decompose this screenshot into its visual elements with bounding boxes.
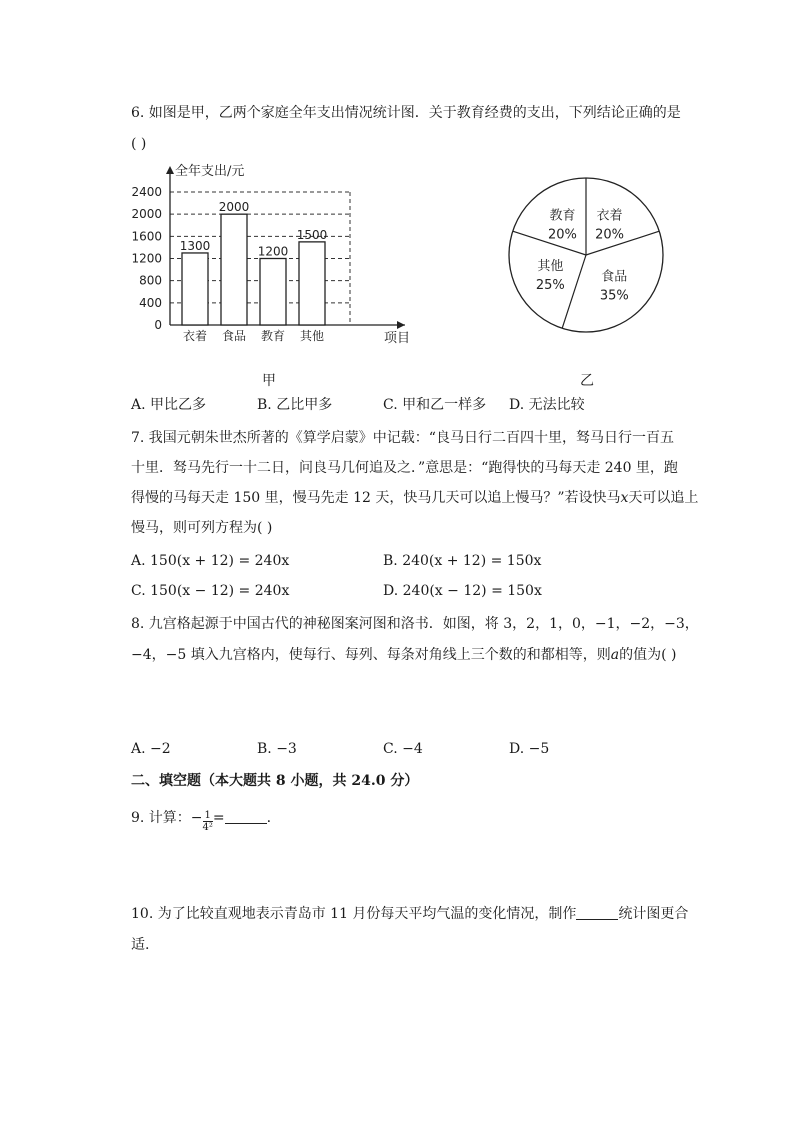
bar-category-label: 衣着: [182, 329, 208, 343]
q6-option-d[interactable]: D. 无法比较: [509, 397, 585, 413]
q7-line2: 十里．驽马先行一十二日，问良马几何追及之．”意思是：“跑得快的马每天走 240 里，跑: [131, 460, 678, 476]
bar-2: [221, 214, 247, 325]
bar-chart-xlabel: 项目: [384, 331, 411, 346]
q6-stem-line1: 6. 如图是甲，乙两个家庭全年支出情况统计图．关于教育经费的支出，下列结论正确的是: [131, 105, 681, 121]
q8-option-d[interactable]: D. −5: [509, 741, 550, 757]
bar-value-label: 2000: [218, 200, 250, 215]
q7-option-a[interactable]: A. 150(x + 12) = 240x: [131, 553, 290, 569]
bar-y-arrow: [166, 166, 174, 174]
bar-category-label: 食品: [221, 329, 247, 343]
bar-x-arrow: [397, 321, 405, 329]
q10-line1: 10. 为了比较直观地表示青岛市 11 月份每天平均气温的变化情况，制作 统计图更合: [131, 906, 689, 922]
pie-slice-label-3: 其他: [537, 259, 564, 275]
q7-line3: 得慢的马每天走 150 里，慢马先走 12 天，快马几天可以追上慢马？”若设快马x天可以追上: [131, 490, 699, 506]
bar-ytick-label: 2400: [131, 185, 162, 199]
bar-category-label: 教育: [260, 329, 286, 343]
chart-label-jia: 甲: [262, 373, 276, 389]
q8-line1: 8. 九宫格起源于中国古代的神秘图案河图和洛书．如图，将 3，2，1，0，−1，−2，−3，: [131, 616, 699, 632]
bar-ytick-label: 800: [139, 273, 162, 288]
q9-fraction: $\frac{1}{\text{4²}}$: [202, 810, 213, 833]
q10-answer-blank[interactable]: [576, 905, 618, 920]
bar-value-label: 1300: [179, 238, 211, 253]
q8-option-a[interactable]: A. −2: [131, 741, 171, 757]
pie-slice-value-4: 20%: [548, 227, 577, 243]
bar-chart-ylabel: 全年支出/元: [175, 164, 245, 179]
q9-line: 9. 计算：− $\frac{1}{\text{4²}}$ = .: [131, 810, 272, 833]
q7-option-c[interactable]: C. 150(x − 12) = 240x: [131, 583, 290, 599]
bar-1: [182, 253, 208, 325]
q7-option-d[interactable]: D. 240(x − 12) = 150x: [383, 583, 542, 599]
bar-ytick-label: 1200: [131, 251, 162, 266]
q6-option-b[interactable]: B. 乙比甲多: [257, 397, 333, 413]
q7-line4: 慢马，则可列方程为( ): [131, 520, 273, 536]
q8-option-b[interactable]: B. −3: [257, 741, 297, 757]
bar-value-label: 1500: [296, 227, 328, 242]
bar-chart-jia: [120, 160, 420, 350]
q7-option-b[interactable]: B. 240(x + 12) = 150x: [383, 553, 542, 569]
bar-ytick-label: 1600: [131, 229, 162, 244]
pie-slice-value-2: 35%: [599, 288, 629, 304]
q6-stem-line2: ( ): [131, 136, 147, 152]
pie-slice-label-2: 食品: [601, 269, 628, 285]
pie-chart-yi: [486, 155, 686, 355]
q6-option-c[interactable]: C. 甲和乙一样多: [383, 397, 487, 413]
section-heading-fill-in: 二、填空题（本大题共 8 小题，共 24.0 分）: [131, 773, 419, 789]
q9-answer-blank[interactable]: [225, 809, 267, 824]
bar-value-label: 1200: [257, 244, 289, 259]
bar-3: [260, 259, 286, 326]
bar-4: [299, 242, 325, 325]
bar-ytick-label: 2000: [131, 207, 162, 222]
bar-ytick-label: 0: [154, 318, 162, 332]
q7-line1: 7. 我国元朝朱世杰所著的《算学启蒙》中记载：“良马日行二百四十里，驽马日行一百五: [131, 430, 674, 446]
pie-slice-value-1: 20%: [595, 227, 624, 243]
pie-slice-value-3: 25%: [535, 278, 565, 294]
q8-line2: −4，−5 填入九宫格内，使每行、每列、每条对角线上三个数的和都相等，则a的值为( ): [131, 647, 677, 663]
q8-option-c[interactable]: C. −4: [383, 741, 423, 757]
chart-label-yi: 乙: [580, 373, 594, 389]
pie-slice-label-4: 教育: [549, 208, 576, 224]
bar-category-label: 其他: [299, 329, 325, 343]
q10-line2: 适.: [131, 937, 150, 953]
bar-ytick-label: 400: [139, 295, 162, 310]
q6-option-a[interactable]: A. 甲比乙多: [131, 397, 207, 413]
pie-slice-label-1: 衣着: [596, 208, 623, 224]
